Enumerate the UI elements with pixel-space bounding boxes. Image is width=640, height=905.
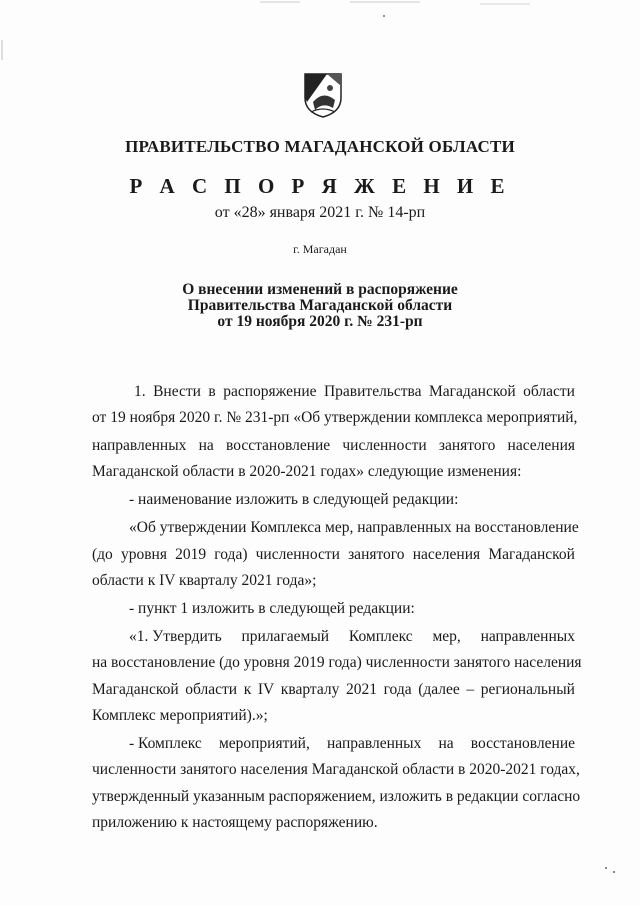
word: мероприятий, <box>218 735 310 752</box>
word: занятого <box>348 546 405 563</box>
paragraph-4: - пункт 1 изложить в следующей редакции: <box>129 600 415 617</box>
paragraph-3-line-2 <box>92 545 575 565</box>
word: занятого <box>438 437 496 454</box>
word: численности <box>255 546 340 563</box>
paragraph-6-line-4: приложению к настоящему распоряжению. <box>92 814 378 831</box>
document-subject <box>0 282 640 330</box>
word: мер, <box>432 628 461 645</box>
word: Комплекс <box>348 628 413 645</box>
paragraph-6-line-3: утвержденный указанным распоряжением, изложить в редакции согласно <box>92 788 581 805</box>
word: восстановление <box>225 437 331 454</box>
word: Правительства <box>323 383 422 400</box>
word: восстановление <box>470 735 575 752</box>
word: года <box>383 681 412 698</box>
word: распоряжение <box>223 383 317 400</box>
word: Магаданской <box>429 383 516 400</box>
paragraph-5-line-1 <box>129 627 575 647</box>
paragraph-1-line-2: от 19 ноября 2020 г. № 231-рп «Об утверждении комплекса мероприятий, <box>92 409 578 426</box>
word: направленных <box>326 735 422 752</box>
word: на <box>198 437 214 454</box>
word: направленных <box>480 628 575 645</box>
paragraph-6-line-1 <box>129 734 575 754</box>
paragraph-3-line-3: области к IV кварталу 2021 года»; <box>92 572 317 589</box>
document-type: Р А С П О Р Я Ж Е Н И Е <box>129 174 511 198</box>
government-title: ПРАВИТЕЛЬСТВО МАГАДАНСКОЙ ОБЛАСТИ <box>125 137 515 156</box>
paragraph-2: - наименование изложить в следующей редакции: <box>129 491 459 508</box>
word: 2019 <box>175 546 207 563</box>
paragraph-5-line-3 <box>92 680 575 700</box>
word: области <box>185 681 238 698</box>
word: населения <box>507 437 575 454</box>
word: «1. Утвердить <box>129 628 222 645</box>
word: (далее <box>418 681 460 698</box>
word: региональный <box>480 681 575 698</box>
word: - Комплекс <box>129 735 202 752</box>
word: 2021 <box>345 681 377 698</box>
word: Магаданской <box>92 681 179 698</box>
word: направленных <box>92 437 187 454</box>
paragraph-1-line-1 <box>134 382 575 402</box>
paragraph-1-line-4: Магаданской области в 2020-2021 годах» следующие изменения: <box>92 463 522 480</box>
paragraph-3-line-1: «Об утверждении Комплекса мер, направленных на восстановление <box>129 519 579 536</box>
word: IV <box>257 681 275 698</box>
word: области <box>523 383 575 400</box>
word: 1. <box>134 383 146 400</box>
word: населения <box>412 546 481 563</box>
subject-line: О внесении изменений в распоряжение <box>182 281 458 298</box>
word: Внести <box>153 383 201 400</box>
word: года) <box>214 546 248 563</box>
word: к <box>243 681 252 698</box>
city-name: г. Магадан <box>293 242 347 256</box>
word: (до <box>92 546 113 563</box>
paragraph-6-line-2: численности занятого населения Магаданской области в 2020-2021 годах, <box>92 761 580 778</box>
word: на <box>438 735 454 752</box>
paragraph-1-line-3 <box>92 436 575 456</box>
word: уровня <box>120 546 167 563</box>
paragraph-5-line-2: на восстановление (до уровня 2019 года) численности занятого населения <box>92 654 582 671</box>
document-date-number: от «28» января 2021 г. № 14-рп <box>214 204 426 221</box>
paragraph-5-line-4: Комплекс мероприятий).»; <box>92 707 268 724</box>
subject-line: Правительства Магаданской области <box>187 297 453 314</box>
word: численности <box>342 437 427 454</box>
word: в <box>208 383 216 400</box>
word: Магаданской <box>488 546 575 563</box>
subject-line: от 19 ноября 2020 г. № 231-рп <box>217 313 423 330</box>
word: кварталу <box>280 681 340 698</box>
word: прилагаемый <box>241 628 330 645</box>
coat-of-arms-icon <box>303 72 343 118</box>
word: – <box>466 681 475 698</box>
